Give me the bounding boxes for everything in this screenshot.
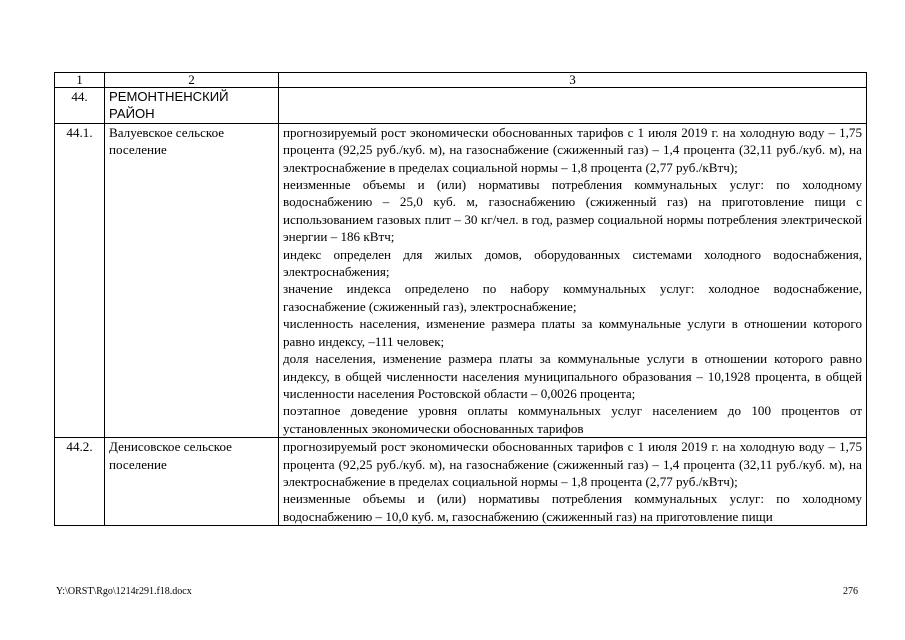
district-name: РЕМОНТНЕНСКИЙ РАЙОН xyxy=(105,88,279,124)
table-row xyxy=(55,123,867,437)
district-description xyxy=(279,88,867,124)
header-cell-2: 2 xyxy=(105,73,279,88)
paragraph: неизменные объемы и (или) нормативы потребления коммунальных услуг: по холодному водоснабжению – 25,0 куб. м, газоснабжению (сжиженный газ) на приготовление пищи с использованием газовых плит – 30 кг/чел. в год, размер социальной нормы потребления электрической энергии – 186 кВтч; xyxy=(283,177,862,245)
paragraph: доля населения, изменение размера платы за коммунальные услуги в отношении которого равно индексу, в общей численности населения муниципального образования – 10,1928 процента, в общей численности населения Ростовской области – 0,0026 процента; xyxy=(283,351,862,401)
footer-page-number: 276 xyxy=(843,586,858,597)
paragraph: значение индекса определено по набору коммунальных услуг: холодное водоснабжение, газоснабжение (сжиженный газ), электроснабжение; xyxy=(283,281,862,314)
district-row xyxy=(55,88,867,124)
row-description xyxy=(279,123,867,437)
district-number: 44. xyxy=(55,88,105,124)
settlement-name: Валуевское сельское поселение xyxy=(105,123,279,437)
paragraph: неизменные объемы и (или) нормативы потребления коммунальных услуг: по холодному водоснабжению – 10,0 куб. м, газоснабжению (сжиженный газ) на приготовление пищи xyxy=(283,491,862,524)
table-row xyxy=(55,438,867,526)
paragraph: прогнозируемый рост экономически обоснованных тарифов с 1 июля 2019 г. на холодную воду – 1,75 процента (92,25 руб./куб. м), на газоснабжение (сжиженный газ) – 1,4 процента (32,11 руб./куб. м), на электроснабжение в пределах социальной нормы – 1,8 процента (2,77 руб./кВтч); xyxy=(283,124,862,175)
header-cell-3: 3 xyxy=(279,73,867,88)
row-number: 44.1. xyxy=(55,123,105,437)
footer-file-path: Y:\ORST\Rgo\1214r291.f18.docx xyxy=(56,586,192,597)
paragraph: индекс определен для жилых домов, оборудованных системами холодного водоснабжения, электроснабжения; xyxy=(283,246,862,280)
header-cell-1: 1 xyxy=(55,73,105,88)
paragraph: поэтапное доведение уровня оплаты коммунальных услуг населением до 100 процентов от установленных экономически обоснованных тарифов xyxy=(283,403,862,436)
row-number: 44.2. xyxy=(55,438,105,526)
row-description xyxy=(279,438,867,526)
header-row xyxy=(55,73,867,88)
paragraph: численность населения, изменение размера платы за коммунальные услуги в отношении которого равно индексу, –111 человек; xyxy=(283,316,862,349)
paragraph: прогнозируемый рост экономически обоснованных тарифов с 1 июля 2019 г. на холодную воду – 1,75 процента (92,25 руб./куб. м), на газоснабжение (сжиженный газ) – 1,4 процента (32,11 руб./куб. м), на электроснабжение в пределах социальной нормы – 1,8 процента (2,77 руб./кВтч); xyxy=(283,439,862,489)
settlement-name: Денисовское сельское поселение xyxy=(105,438,279,526)
tariff-table xyxy=(54,72,867,526)
